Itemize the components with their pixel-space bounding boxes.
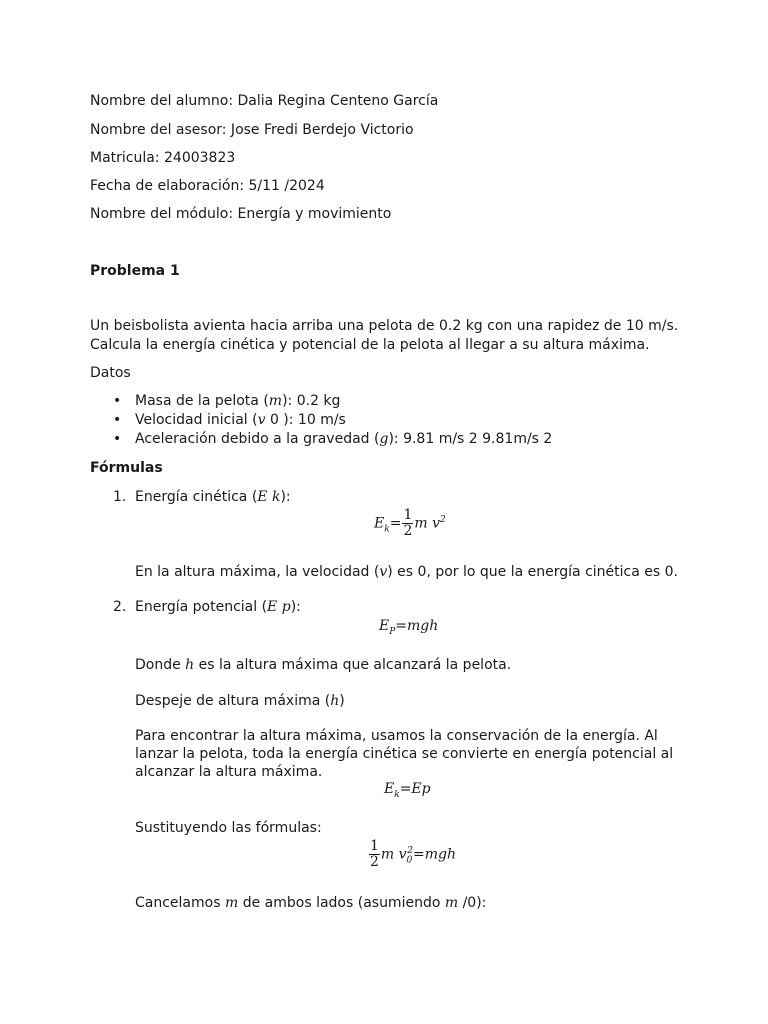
kinetic-energy-label: Energía cinética (E k):: [135, 489, 291, 505]
datos-item-mass: Masa de la pelota (m): 0.2 kg: [135, 393, 341, 409]
donde-line: Donde h es la altura máxima que alcanzará la pelota.: [135, 657, 512, 673]
conservation-paragraph-line1: Para encontrar la altura máxima, usamos la conservación de la energía. Al: [135, 728, 658, 744]
problem-statement-line2: Calcula la energía cinética y potencial de la pelota al llegar a su altura máxima.: [90, 337, 650, 353]
problem-statement-line1: Un beisbolista avienta hacia arriba una pelota de 0.2 kg con una rapidez de 10 m/s.: [90, 318, 679, 334]
conservation-paragraph-line2: lanzar la pelota, toda la energía cinética se convierte en energía potencial al: [135, 746, 674, 762]
potential-energy-label: Energía potencial (E p):: [135, 599, 301, 615]
advisor-name: Nombre del asesor: Jose Fredi Berdejo Victorio: [90, 122, 414, 138]
problem-title: Problema 1: [90, 263, 180, 279]
formulas-heading: Fórmulas: [90, 460, 163, 476]
enrollment-number: Matricula: 24003823: [90, 150, 236, 166]
despeje-heading: Despeje de altura máxima (h): [135, 693, 345, 709]
datos-heading: Datos: [90, 365, 131, 381]
energy-equality-equation: $E_k=Ep$: [384, 781, 431, 800]
creation-date: Fecha de elaboración: 5/11 /2024: [90, 178, 325, 194]
bullet-marker: •: [113, 393, 122, 409]
kinetic-energy-equation: $E_k=$ $\frac{1}{2}$ m $v^2$: [374, 507, 446, 539]
kinetic-energy-note: En la altura máxima, la velocidad (v) es 0, por lo que la energía cinética es 0.: [135, 564, 678, 580]
datos-item-gravity: Aceleración debido a la gravedad (g): 9.81 m/s 2 9.81m/s 2: [135, 431, 553, 447]
cancel-line: Cancelamos m de ambos lados (asumiendo m /0):: [135, 895, 487, 911]
formula-number-1: 1.: [113, 489, 127, 505]
student-name: Nombre del alumno: Dalia Regina Centeno García: [90, 93, 439, 109]
potential-energy-equation: $E_P=mgh$: [379, 618, 439, 637]
conservation-paragraph-line3: alcanzar la altura máxima.: [135, 764, 323, 780]
formula-number-2: 2.: [113, 599, 127, 615]
bullet-marker: •: [113, 431, 122, 447]
substituted-equation: $\frac{1}{2}$ m $v_0^2=mgh$: [370, 838, 457, 870]
sustituyendo-line: Sustituyendo las fórmulas:: [135, 820, 322, 836]
bullet-marker: •: [113, 412, 122, 428]
datos-item-velocity: Velocidad inicial (v 0 ): 10 m/s: [135, 412, 346, 428]
module-name: Nombre del módulo: Energía y movimiento: [90, 206, 392, 222]
